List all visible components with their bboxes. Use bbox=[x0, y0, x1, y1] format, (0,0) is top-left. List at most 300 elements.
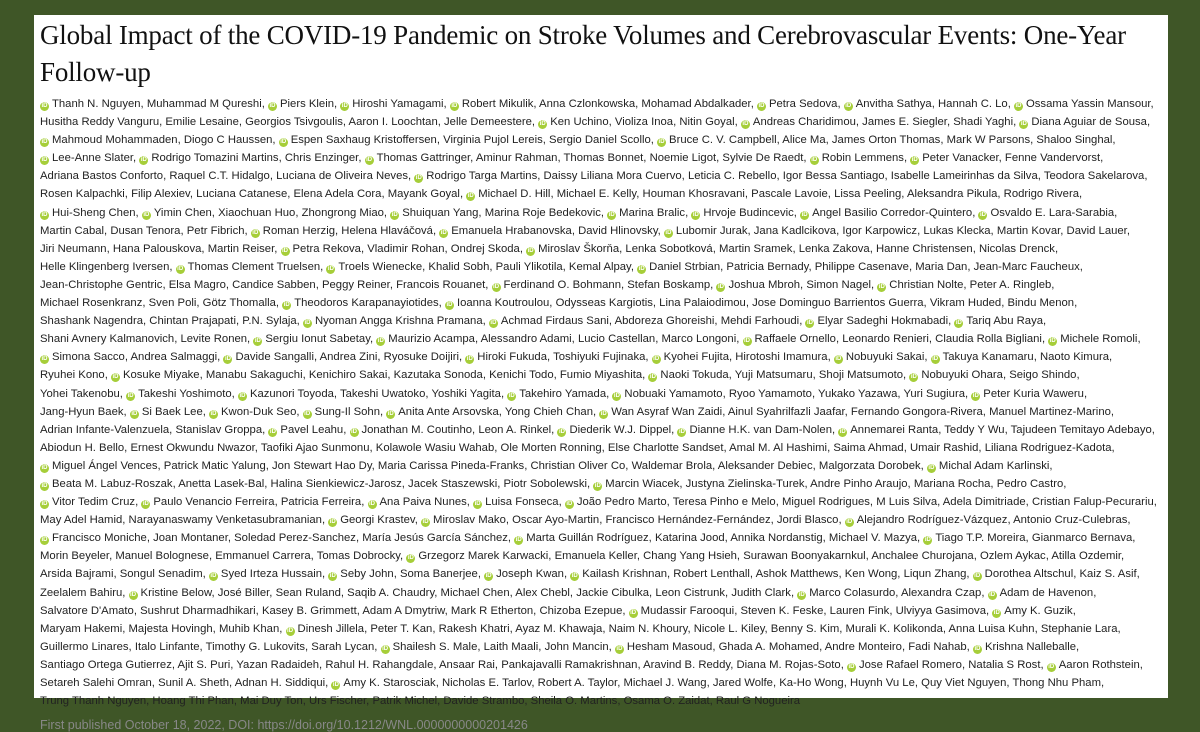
orcid-icon[interactable]: iD bbox=[327, 265, 334, 272]
author-item bbox=[129, 623, 213, 635]
author-name: Vitor Tedim Cruz bbox=[52, 496, 136, 509]
author-name: Patrik Michel bbox=[372, 695, 438, 708]
author-name: Davide Strambo bbox=[443, 695, 525, 708]
orcid-icon[interactable]: iD bbox=[910, 374, 917, 381]
author-name: Yimin Chen bbox=[153, 206, 212, 219]
orcid-icon[interactable]: iD bbox=[835, 356, 842, 363]
orcid-icon[interactable]: iD bbox=[974, 645, 981, 652]
author-item bbox=[1011, 424, 1152, 436]
author-item bbox=[655, 587, 725, 599]
author-item bbox=[209, 406, 296, 418]
author-name: Krishna Nalleballe bbox=[984, 640, 1077, 653]
author-name: Raquel C.T. Hidalgo bbox=[169, 170, 270, 183]
author-item bbox=[40, 134, 178, 146]
orcid-icon[interactable]: iD bbox=[41, 482, 48, 489]
orcid-icon[interactable]: iD bbox=[467, 193, 474, 200]
orcid-icon[interactable]: iD bbox=[329, 573, 336, 580]
orcid-icon[interactable]: iD bbox=[658, 139, 665, 146]
author-item bbox=[40, 225, 104, 237]
author-name: Wan Asyraf Wan Zaidi bbox=[611, 405, 723, 418]
author-name: Nobuaki Yamamoto bbox=[624, 387, 723, 400]
author-name: James E. Siegler bbox=[862, 116, 947, 129]
author-item bbox=[311, 641, 374, 653]
orcid-icon[interactable]: iD bbox=[422, 519, 429, 526]
author-name: Mayank Goyal bbox=[387, 188, 460, 201]
author-item bbox=[40, 406, 124, 418]
orcid-icon[interactable]: iD bbox=[224, 356, 231, 363]
orcid-icon[interactable]: iD bbox=[594, 482, 601, 489]
author-item bbox=[376, 333, 475, 345]
author-item bbox=[443, 134, 543, 146]
author-name: Kasey B. Grimmett bbox=[261, 604, 357, 617]
orcid-icon[interactable]: iD bbox=[616, 645, 623, 652]
author-item bbox=[503, 478, 587, 490]
orcid-icon[interactable]: iD bbox=[974, 573, 981, 580]
author-item bbox=[771, 623, 839, 635]
author-name: Jordi Blasco bbox=[776, 514, 839, 527]
orcid-icon[interactable]: iD bbox=[329, 519, 336, 526]
author-name: Achmad Firdaus Sani bbox=[500, 315, 609, 328]
author-item bbox=[140, 605, 256, 617]
author-name: Gianmarco Bernava bbox=[1031, 532, 1133, 545]
author-name: Patrick Matic Yalung bbox=[163, 459, 266, 472]
author-name: Martin Kovar bbox=[996, 224, 1061, 237]
author-name: Murali K. Kolikonda bbox=[845, 622, 943, 635]
author-item bbox=[175, 424, 262, 436]
author-item bbox=[206, 641, 305, 653]
orcid-icon[interactable]: iD bbox=[924, 537, 931, 544]
author-item bbox=[825, 641, 902, 653]
author-name: Nitin Goyal bbox=[679, 116, 735, 129]
author-item bbox=[686, 478, 805, 490]
author-name: Maria Carissa Pineda-Franks bbox=[377, 459, 525, 472]
author-item bbox=[40, 695, 146, 707]
author-item bbox=[810, 478, 907, 490]
orcid-icon[interactable]: iD bbox=[269, 428, 276, 435]
orcid-icon[interactable]: iD bbox=[806, 320, 813, 327]
author-item bbox=[978, 207, 1114, 219]
orcid-icon[interactable]: iD bbox=[252, 229, 259, 236]
orcid-icon[interactable]: iD bbox=[845, 103, 852, 109]
author-name: Ryosuke Doijiri bbox=[383, 351, 460, 364]
orcid-icon[interactable]: iD bbox=[649, 374, 656, 381]
orcid-icon[interactable]: iD bbox=[1015, 103, 1022, 109]
author-item bbox=[970, 279, 1052, 291]
orcid-icon[interactable]: iD bbox=[993, 609, 1000, 616]
orcid-icon[interactable]: iD bbox=[678, 428, 685, 435]
author-item bbox=[303, 406, 380, 418]
author-name: Shailesh S. Male bbox=[392, 640, 478, 653]
author-item bbox=[40, 261, 169, 273]
author-name: Rodrigo Targa Martins bbox=[426, 170, 538, 183]
orcid-icon[interactable]: iD bbox=[600, 410, 607, 417]
orcid-icon[interactable]: iD bbox=[332, 682, 339, 688]
author-item bbox=[830, 605, 890, 617]
orcid-icon[interactable]: iD bbox=[127, 392, 134, 399]
author-name: Hana Palouskova bbox=[112, 242, 202, 255]
author-item bbox=[655, 532, 725, 544]
author-item bbox=[376, 442, 494, 454]
author-item bbox=[992, 605, 1072, 617]
orcid-icon[interactable]: iD bbox=[979, 211, 986, 218]
orcid-icon[interactable]: iD bbox=[527, 247, 534, 254]
author-name: David Lauer bbox=[1066, 224, 1127, 237]
author-name: Robert Mikulik bbox=[461, 98, 534, 110]
author-item bbox=[657, 134, 777, 146]
author-name: Aminur Rahman bbox=[475, 152, 558, 165]
author-item bbox=[891, 170, 1038, 182]
author-name: Fernando Gongora-Rivera bbox=[850, 405, 983, 418]
orcid-icon[interactable]: iD bbox=[848, 663, 855, 670]
orcid-icon[interactable]: iD bbox=[1048, 663, 1055, 670]
orcid-icon[interactable]: iD bbox=[558, 428, 565, 435]
orcid-icon[interactable]: iD bbox=[692, 211, 699, 218]
author-item bbox=[40, 478, 173, 490]
orcid-icon[interactable]: iD bbox=[177, 265, 184, 272]
author-item bbox=[40, 170, 163, 182]
author-item bbox=[605, 514, 770, 526]
author-item bbox=[147, 98, 262, 110]
orcid-icon[interactable]: iD bbox=[846, 519, 853, 526]
orcid-icon[interactable]: iD bbox=[41, 139, 48, 146]
orcid-icon[interactable]: iD bbox=[440, 229, 447, 236]
author-item bbox=[555, 550, 637, 562]
author-name: Annika Nordanstig bbox=[730, 532, 823, 545]
author-name: Sven Poli bbox=[148, 297, 197, 310]
orcid-icon[interactable]: iD bbox=[515, 537, 522, 544]
author-name: Hiroshi Yamagami bbox=[352, 98, 444, 110]
author-item bbox=[381, 641, 478, 653]
author-item bbox=[842, 225, 917, 237]
author-name: Pankajavalli Ramakrishnan bbox=[501, 658, 638, 671]
orcid-icon[interactable]: iD bbox=[41, 356, 48, 363]
orcid-icon[interactable]: iD bbox=[366, 157, 373, 164]
author-item bbox=[40, 333, 174, 345]
author-name: Isabelle Lameirinhas da Silva bbox=[890, 170, 1038, 183]
author-name: Naoki Tokuda bbox=[660, 369, 729, 382]
author-name: Narayanaswamy Venketasubramanian bbox=[128, 514, 322, 527]
orcid-icon[interactable]: iD bbox=[239, 392, 246, 399]
author-item bbox=[570, 568, 667, 580]
author-item bbox=[1019, 116, 1147, 128]
author-name: Katarina Jood bbox=[654, 532, 725, 545]
author-name: Shani Avnery Kalmanovich bbox=[40, 333, 175, 346]
orcid-icon[interactable]: iD bbox=[811, 157, 818, 164]
author-name: Fenne Vandervorst bbox=[1004, 152, 1101, 165]
author-name: Miroslav Mako bbox=[433, 514, 506, 527]
orcid-icon[interactable]: iD bbox=[382, 645, 389, 652]
orcid-icon[interactable]: iD bbox=[131, 410, 138, 417]
orcid-icon[interactable]: iD bbox=[928, 464, 935, 471]
author-name: Tajudeen Temitayo Adebayo bbox=[1010, 423, 1152, 436]
author-item bbox=[650, 152, 717, 164]
author-name: Michael J. Wang bbox=[623, 677, 707, 689]
orcid-icon[interactable]: iD bbox=[539, 121, 546, 128]
orcid-icon[interactable]: iD bbox=[341, 103, 348, 109]
author-item bbox=[851, 406, 983, 418]
author-item bbox=[439, 225, 572, 237]
orcid-icon[interactable]: iD bbox=[613, 392, 620, 399]
author-name: Ioanna Koutroulou bbox=[456, 297, 550, 310]
orcid-icon[interactable]: iD bbox=[508, 392, 515, 399]
author-name: Benny S. Kim bbox=[770, 622, 840, 635]
author-item bbox=[754, 225, 836, 237]
orcid-icon[interactable]: iD bbox=[41, 501, 48, 508]
orcid-icon[interactable]: iD bbox=[407, 555, 414, 562]
orcid-icon[interactable]: iD bbox=[742, 121, 749, 128]
orcid-icon[interactable]: iD bbox=[717, 283, 724, 290]
author-name: Helle Klingenberg Iversen bbox=[40, 260, 170, 273]
author-name: Francisco Moniche bbox=[52, 532, 147, 545]
author-item bbox=[240, 695, 303, 707]
author-name: Philippe Casenave bbox=[814, 260, 909, 273]
author-item bbox=[386, 406, 498, 418]
author-name: Peter A. Ringleb bbox=[969, 278, 1052, 291]
orcid-icon[interactable]: iD bbox=[41, 211, 48, 218]
author-item bbox=[726, 261, 808, 273]
orcid-icon[interactable]: iD bbox=[254, 338, 261, 345]
author-item bbox=[496, 261, 563, 273]
orcid-icon[interactable]: iD bbox=[466, 356, 473, 363]
author-item bbox=[729, 442, 827, 454]
orcid-icon[interactable]: iD bbox=[210, 573, 217, 580]
author-item bbox=[921, 677, 1006, 689]
author-name: Odysseas Kargiotis bbox=[555, 297, 653, 310]
author-name: Aleksander Debiec bbox=[717, 459, 813, 472]
author-item bbox=[164, 460, 266, 472]
author-name: Jean-Marc Faucheux bbox=[973, 260, 1080, 273]
author-item bbox=[501, 442, 602, 454]
orcid-icon[interactable]: iD bbox=[283, 302, 290, 309]
author-item bbox=[384, 351, 459, 363]
author-name: Sean Ruland bbox=[275, 586, 341, 599]
author-name: Pedro Castro bbox=[996, 477, 1064, 490]
author-item bbox=[40, 351, 125, 363]
author-name: Stanislav Groppa bbox=[175, 423, 263, 436]
orcid-icon[interactable]: iD bbox=[758, 103, 765, 109]
author-name: Alessandro Adami bbox=[480, 333, 572, 346]
author-name: Ole Morten Ronning bbox=[500, 441, 602, 454]
author-item bbox=[728, 406, 845, 418]
author-name: Adam A Dmytriw bbox=[362, 604, 445, 617]
orcid-icon[interactable]: iD bbox=[446, 302, 453, 309]
orcid-icon[interactable]: iD bbox=[130, 591, 137, 598]
author-item bbox=[507, 388, 606, 400]
author-item bbox=[349, 116, 438, 128]
author-name: Adrian Infante-Valenzuela bbox=[40, 423, 170, 436]
author-item bbox=[362, 605, 444, 617]
author-item bbox=[135, 641, 200, 653]
author-name: Lubomir Jurak bbox=[675, 224, 748, 237]
author-name: Rahul H. Rahangdale bbox=[325, 658, 434, 671]
orcid-icon[interactable]: iD bbox=[839, 428, 846, 435]
orcid-icon[interactable]: iD bbox=[143, 211, 150, 218]
author-name: Fadi Nahab bbox=[908, 640, 967, 653]
author-item bbox=[1041, 623, 1118, 635]
author-item bbox=[431, 388, 501, 400]
author-item bbox=[40, 568, 113, 580]
orcid-icon[interactable]: iD bbox=[142, 501, 149, 508]
author-item bbox=[721, 315, 800, 327]
orcid-icon[interactable]: iD bbox=[566, 501, 573, 508]
author-name: Anna Czlonkowska bbox=[539, 98, 636, 110]
orcid-icon[interactable]: iD bbox=[282, 247, 289, 254]
author-name: Adam de Havenon bbox=[999, 586, 1094, 599]
orcid-icon[interactable]: iD bbox=[210, 410, 217, 417]
author-name: Salvatore D'Amato bbox=[40, 604, 134, 617]
author-name: Ana Paiva Nunes bbox=[379, 496, 467, 509]
author-item bbox=[40, 442, 124, 454]
author-name: Judith Clark bbox=[731, 586, 791, 599]
orcid-icon[interactable]: iD bbox=[665, 229, 672, 236]
author-name: Luciana Catanese bbox=[196, 188, 288, 201]
author-item bbox=[40, 388, 120, 400]
author-item bbox=[234, 532, 356, 544]
author-name: Aleksandra Pikula bbox=[906, 188, 998, 201]
orcid-icon[interactable]: iD bbox=[493, 283, 500, 290]
orcid-icon[interactable]: iD bbox=[474, 501, 481, 508]
orcid-icon[interactable]: iD bbox=[41, 537, 48, 544]
author-item bbox=[152, 695, 233, 707]
author-name: Kazunori Toyoda bbox=[249, 387, 334, 400]
author-name: Ashok Matthews bbox=[755, 568, 839, 581]
author-item bbox=[40, 369, 105, 381]
author-name: Adela Dimitriade bbox=[942, 496, 1026, 509]
author-item bbox=[526, 243, 619, 255]
author-item bbox=[388, 188, 460, 200]
author-item bbox=[208, 243, 275, 255]
author-name: Pascale Lavoie bbox=[751, 188, 828, 201]
author-item bbox=[187, 225, 245, 237]
orcid-icon[interactable]: iD bbox=[1049, 338, 1056, 345]
author-name: Liliana Rodriguez-Kadota bbox=[984, 441, 1112, 454]
author-item bbox=[153, 532, 228, 544]
orcid-icon[interactable]: iD bbox=[638, 265, 645, 272]
orcid-icon[interactable]: iD bbox=[140, 157, 147, 164]
author-item bbox=[553, 351, 645, 363]
author-name: Dinesh Jillela bbox=[297, 622, 365, 635]
orcid-icon[interactable]: iD bbox=[387, 410, 394, 417]
author-item bbox=[40, 514, 122, 526]
author-name: Shadi Yaghi bbox=[953, 116, 1014, 129]
author-item bbox=[206, 369, 303, 381]
author-item bbox=[539, 605, 622, 617]
author-item bbox=[608, 442, 724, 454]
author-name: Bindu Menon bbox=[1007, 297, 1075, 310]
author-name: Raul G Nogueira bbox=[715, 695, 801, 708]
author-item bbox=[394, 369, 483, 381]
orcid-icon[interactable]: iD bbox=[287, 627, 294, 634]
author-name: Sunil A. Sheth bbox=[158, 677, 230, 689]
author-name: Abiodun H. Bello bbox=[40, 441, 125, 454]
author-name: Petra Rekova bbox=[292, 242, 361, 255]
author-item bbox=[501, 659, 637, 671]
author-name: Atilla Ozdemir bbox=[1051, 550, 1122, 563]
author-name: Nobuyuki Ohara bbox=[921, 369, 1003, 382]
orcid-icon[interactable]: iD bbox=[911, 157, 918, 164]
author-item bbox=[673, 496, 776, 508]
orcid-icon[interactable]: iD bbox=[630, 609, 637, 616]
orcid-icon[interactable]: iD bbox=[304, 320, 311, 327]
orcid-icon[interactable]: iD bbox=[932, 356, 939, 363]
orcid-icon[interactable]: iD bbox=[798, 591, 805, 598]
author-name: Liqun Zhang bbox=[903, 568, 967, 581]
author-name: Mark R Etherton bbox=[450, 604, 534, 617]
orcid-icon[interactable]: iD bbox=[744, 338, 750, 345]
author-item bbox=[350, 424, 473, 436]
author-name: Paulo Venancio Ferreira bbox=[153, 496, 275, 509]
orcid-icon[interactable]: iD bbox=[369, 501, 375, 508]
author-name: Diogo C Haussen bbox=[183, 134, 273, 147]
author-item bbox=[624, 695, 710, 707]
author-item bbox=[428, 261, 489, 273]
orcid-icon[interactable]: iD bbox=[653, 356, 660, 363]
orcid-icon[interactable]: iD bbox=[41, 103, 48, 109]
orcid-icon[interactable]: iD bbox=[972, 392, 979, 399]
author-name: Theodoros Karapanayiotides bbox=[294, 297, 439, 310]
orcid-icon[interactable]: iD bbox=[269, 103, 276, 109]
orcid-icon[interactable]: iD bbox=[571, 573, 578, 580]
orcid-icon[interactable]: iD bbox=[280, 139, 287, 146]
author-item bbox=[209, 568, 322, 580]
orcid-icon[interactable]: iD bbox=[304, 410, 311, 417]
author-name: Götz Thomalla bbox=[202, 297, 276, 310]
author-name: Michael E. Kelly bbox=[556, 188, 637, 201]
orcid-icon[interactable]: iD bbox=[351, 428, 357, 435]
author-name: Angel Basilio Corredor-Quintero bbox=[812, 206, 973, 219]
orcid-icon[interactable]: iD bbox=[391, 211, 398, 218]
orcid-icon[interactable]: iD bbox=[41, 464, 48, 471]
orcid-icon[interactable]: iD bbox=[377, 338, 384, 345]
author-item bbox=[799, 243, 870, 255]
orcid-icon[interactable]: iD bbox=[878, 283, 885, 290]
orcid-icon[interactable]: iD bbox=[989, 591, 996, 598]
author-item bbox=[421, 514, 506, 526]
orcid-icon[interactable]: iD bbox=[490, 320, 497, 327]
publication-info: First published October 18, 2022, DOI: https://doi.org/10.1212/WNL.0000000000201426 bbox=[40, 718, 528, 732]
orcid-icon[interactable]: iD bbox=[608, 211, 615, 218]
author-name: Hannah C. Lo bbox=[938, 98, 1008, 110]
orcid-icon[interactable]: iD bbox=[112, 374, 119, 381]
author-name: Hrvoje Budincevic bbox=[703, 206, 794, 219]
orcid-icon[interactable]: iD bbox=[41, 157, 48, 164]
orcid-icon[interactable]: iD bbox=[451, 103, 458, 109]
author-name: Ossama Yassin Mansour bbox=[1026, 98, 1151, 110]
author-name: Lissa Peeling bbox=[834, 188, 902, 201]
author-name: Michele Romoli bbox=[1060, 333, 1138, 346]
author-item bbox=[740, 605, 823, 617]
author-item bbox=[907, 188, 997, 200]
author-name: Adriana Bastos Conforto bbox=[40, 170, 164, 183]
author-name: Sergiu Ionut Sabetay bbox=[265, 333, 371, 346]
author-name: May Adel Hamid bbox=[40, 514, 123, 527]
orcid-icon[interactable]: iD bbox=[1020, 121, 1027, 128]
author-item bbox=[896, 605, 986, 617]
author-name: Amal M. Al Hashimi bbox=[729, 441, 828, 454]
orcid-icon[interactable]: iD bbox=[955, 320, 962, 327]
author-name: Soledad Perez-Sanchez bbox=[234, 532, 356, 545]
author-name: Tariq Abu Raya bbox=[966, 315, 1044, 328]
orcid-icon[interactable]: iD bbox=[415, 175, 422, 182]
author-item bbox=[729, 388, 812, 400]
author-item bbox=[850, 677, 915, 689]
orcid-icon[interactable]: iD bbox=[485, 573, 492, 580]
author-name: Majesta Hovingh bbox=[128, 622, 213, 635]
author-item bbox=[846, 623, 943, 635]
author-item bbox=[281, 496, 361, 508]
author-item bbox=[1044, 170, 1144, 182]
orcid-icon[interactable]: iD bbox=[801, 211, 808, 218]
